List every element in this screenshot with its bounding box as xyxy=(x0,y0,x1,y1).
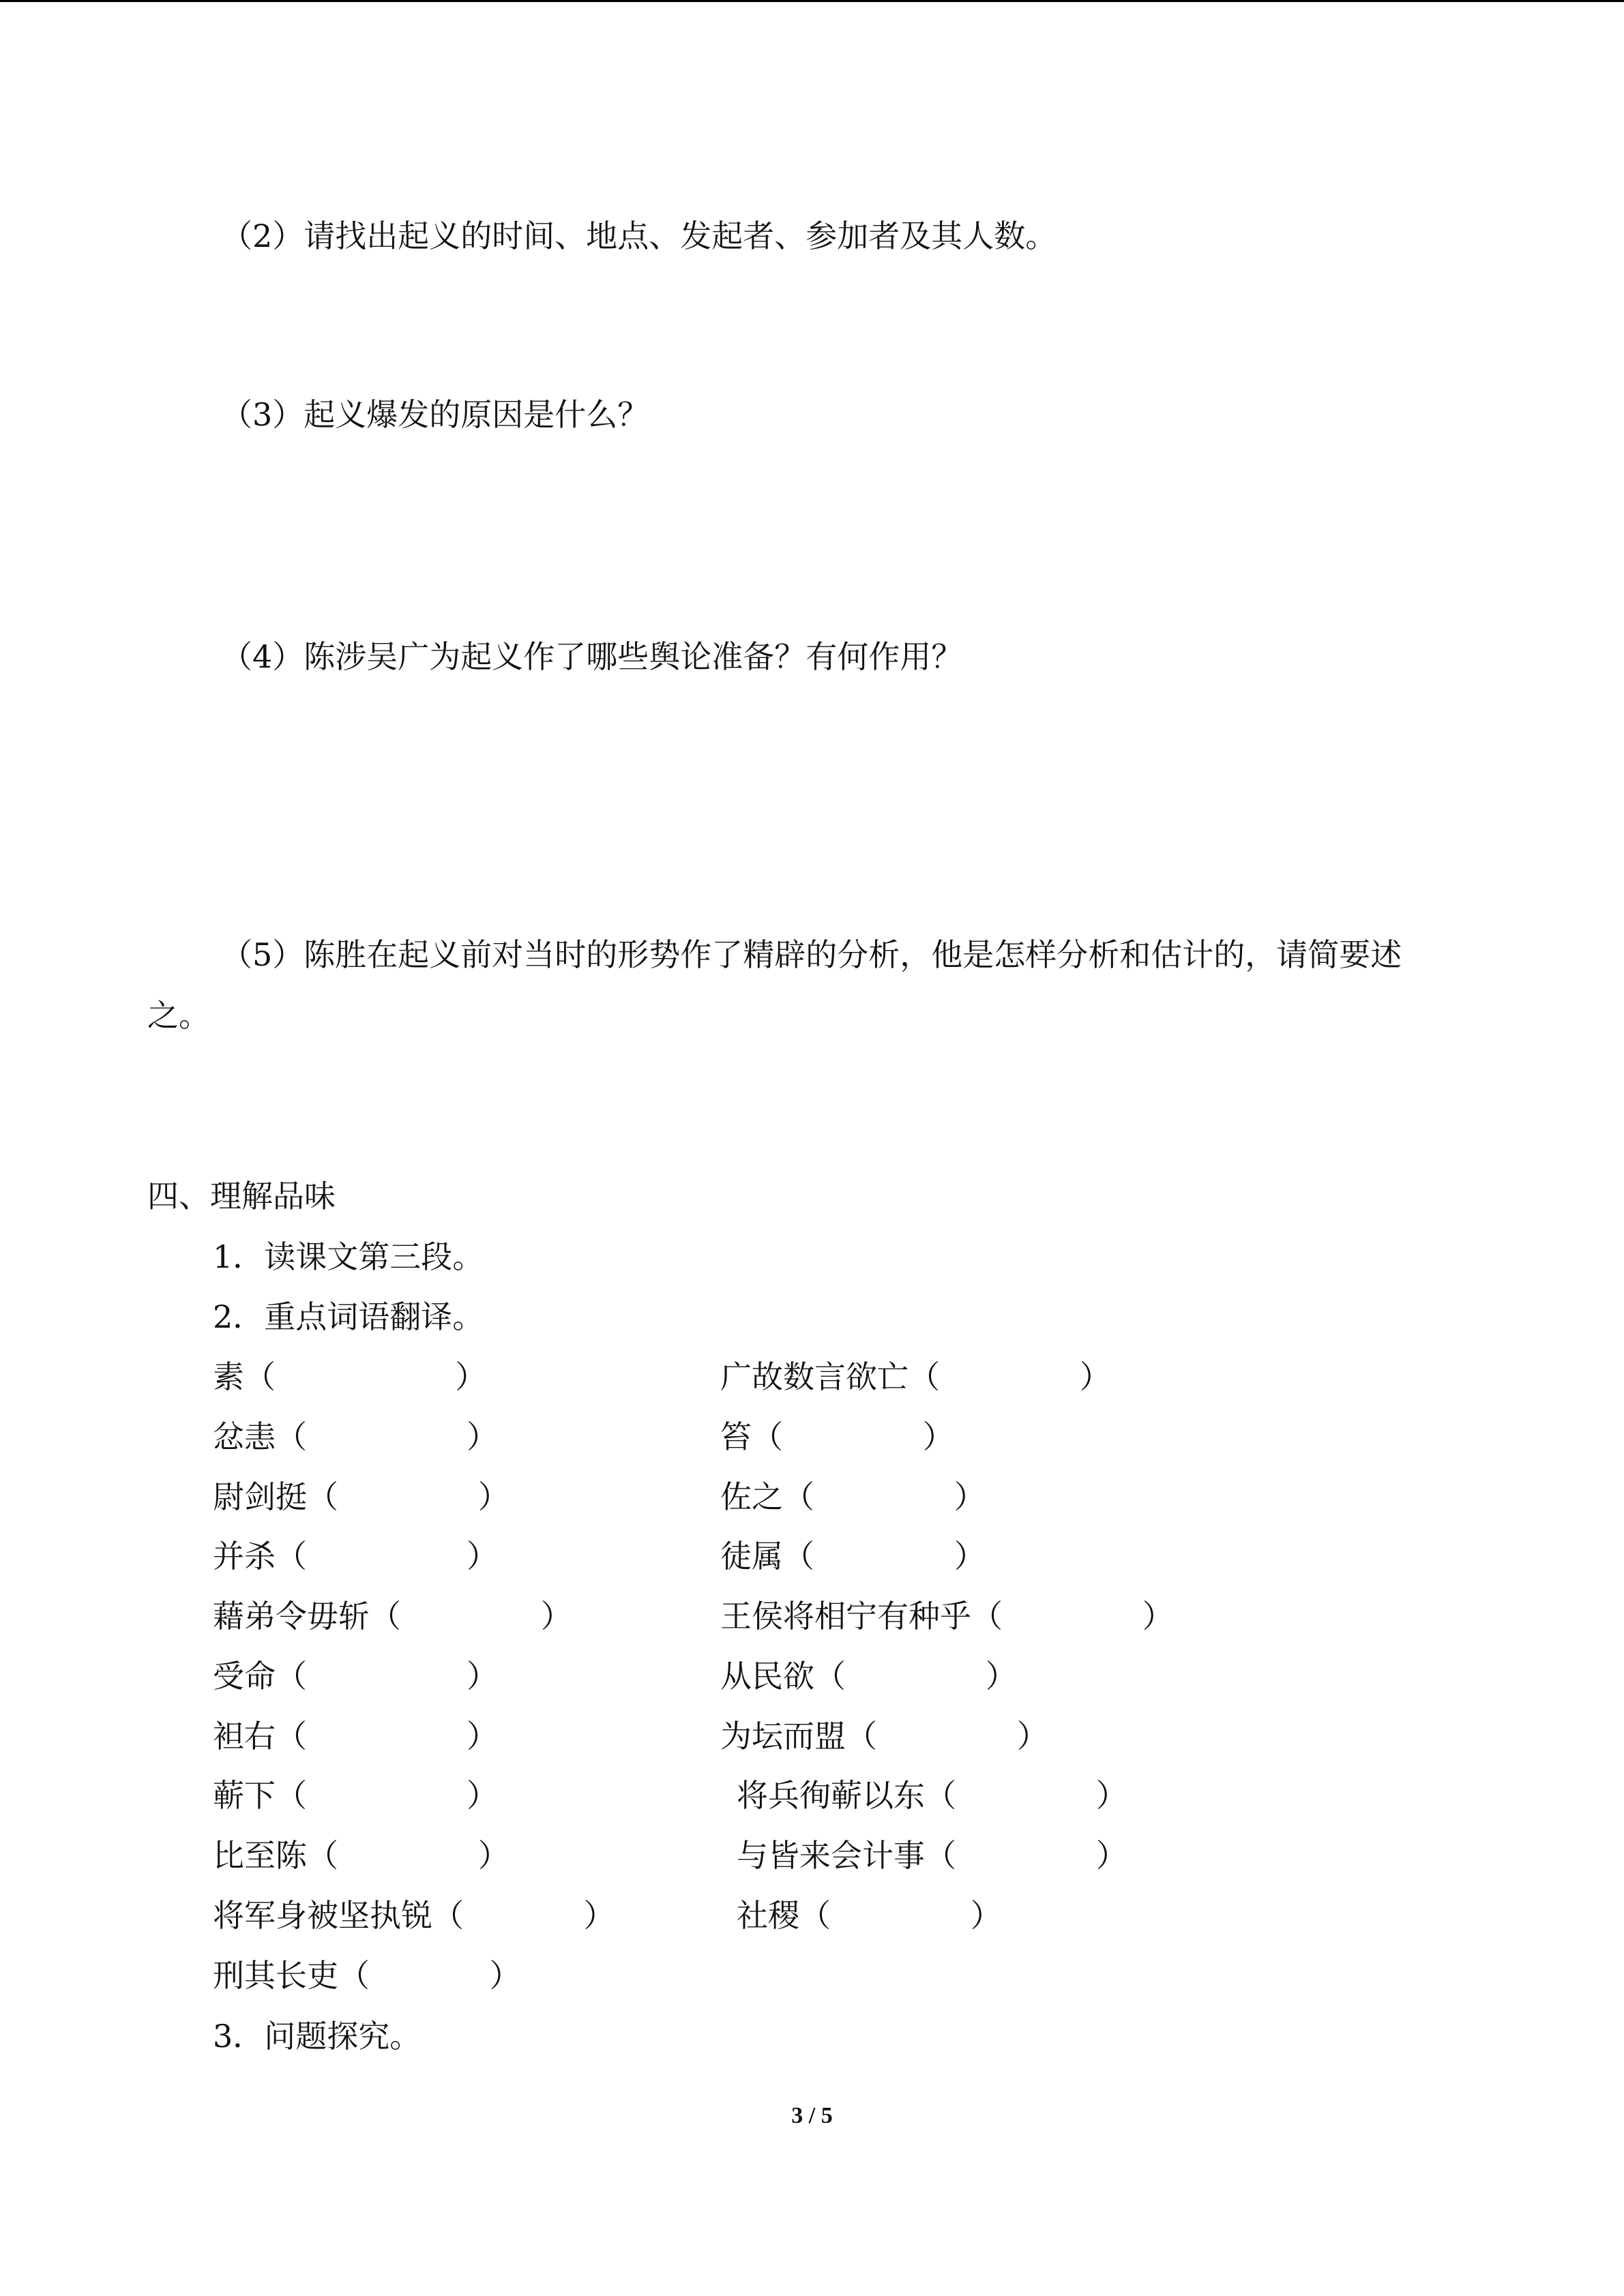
item-2: 2．重点词语翻译。 xyxy=(213,1298,484,1335)
vocab-right-2: 笞（ ） xyxy=(720,1418,954,1455)
question-2: （2）请找出起义的时间、地点、发起者、参加者及其人数。 xyxy=(221,218,1057,254)
vocab-left-11: 刑其长吏（ ） xyxy=(213,1957,521,1994)
vocab-right-6: 从民欲（ ） xyxy=(720,1658,1017,1695)
vocab-left-3: 尉剑挺（ ） xyxy=(213,1478,510,1515)
vocab-right-8: 将兵徇蕲以东（ ） xyxy=(737,1777,1127,1814)
question-3: （3）起义爆发的原因是什么？ xyxy=(221,396,649,433)
vocab-right-10: 社稷（ ） xyxy=(737,1897,1002,1934)
question-4: （4）陈涉吴广为起义作了哪些舆论准备？有何作用？ xyxy=(221,638,963,675)
page-number: 3 / 5 xyxy=(791,2103,833,2128)
question-5-line-2: 之。 xyxy=(147,997,210,1034)
item-1: 1．读课文第三段。 xyxy=(213,1238,484,1275)
vocab-left-4: 并杀（ ） xyxy=(213,1538,498,1575)
vocab-left-5: 藉弟令毋斩（ ） xyxy=(213,1598,572,1635)
top-border-line xyxy=(0,0,1624,2)
vocab-left-7: 袒右（ ） xyxy=(213,1718,498,1755)
vocab-right-3: 佐之（ ） xyxy=(720,1478,986,1515)
vocab-left-8: 蕲下（ ） xyxy=(213,1777,498,1814)
item-3: 3．问题探究。 xyxy=(213,2018,422,2055)
vocab-right-9: 与皆来会计事（ ） xyxy=(737,1837,1127,1874)
question-5-line-1: （5）陈胜在起义前对当时的形势作了精辟的分析，他是怎样分析和估计的，请简要述 xyxy=(221,936,1402,973)
vocab-left-1: 素（ ） xyxy=(213,1358,487,1395)
vocab-left-9: 比至陈（ ） xyxy=(213,1837,510,1874)
vocab-right-5: 王侯将相宁有种乎（ ） xyxy=(720,1598,1174,1635)
section-heading: 四、理解品味 xyxy=(147,1178,336,1214)
vocab-left-2: 忿恚（ ） xyxy=(213,1418,498,1455)
vocab-right-7: 为坛而盟（ ） xyxy=(720,1718,1048,1755)
vocab-left-6: 受命（ ） xyxy=(213,1658,498,1695)
vocab-right-1: 广故数言欲亡（ ） xyxy=(720,1358,1111,1395)
vocab-right-4: 徒属（ ） xyxy=(720,1538,986,1575)
vocab-left-10: 将军身被坚执锐（ ） xyxy=(213,1897,615,1934)
